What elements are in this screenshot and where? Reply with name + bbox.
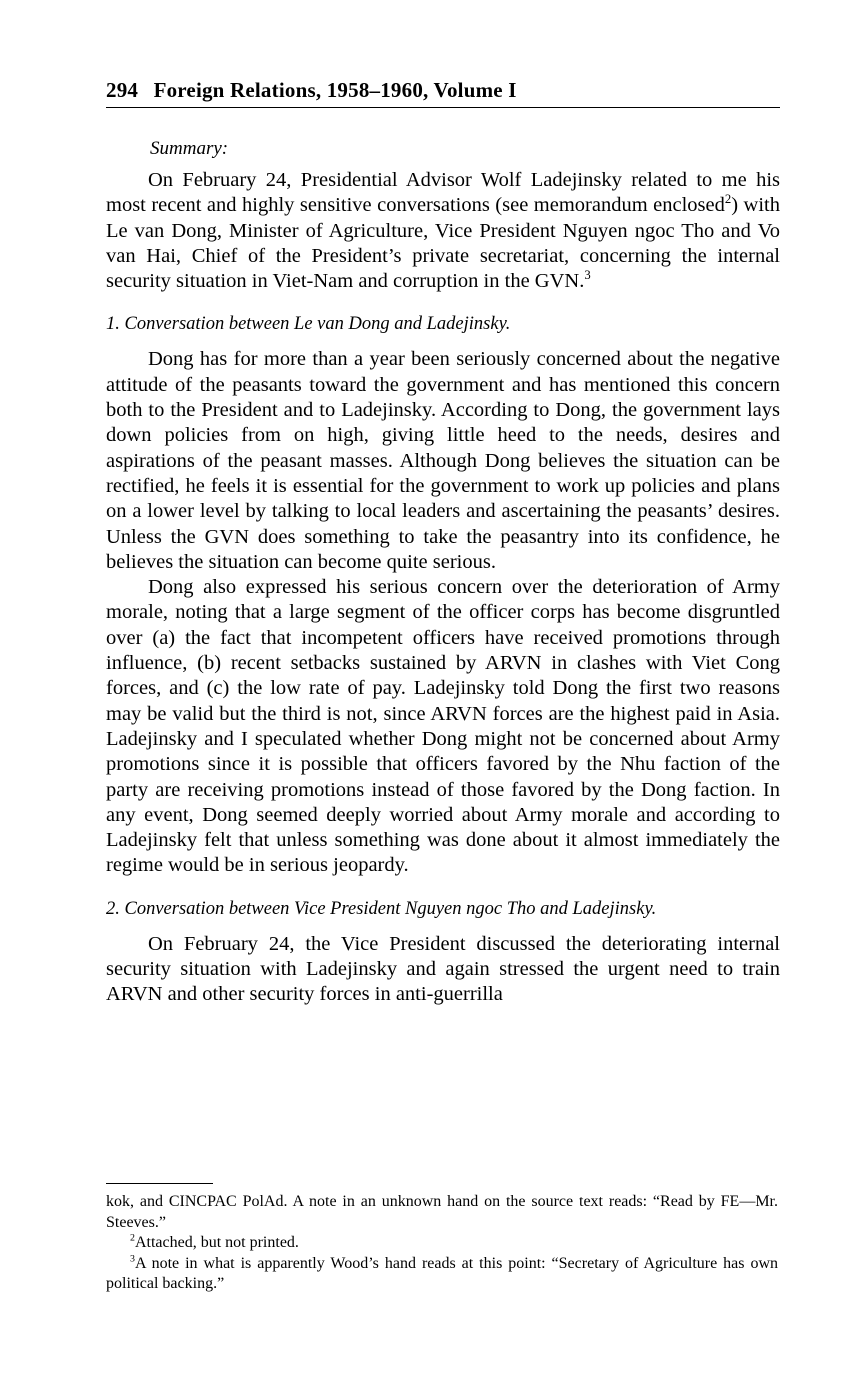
- summary-paragraph: [106, 168, 780, 294]
- page-number: 294: [106, 78, 139, 102]
- summary-text-after: ) with Le van Dong, Minister of Agriculture, Vice President Nguyen ngoc Tho and Vo van Hai, Chief of the President’s private secretariat, concerning the internal security situation in Viet-Nam and corruption in the GVN.: [106, 194, 780, 293]
- footnote-rule: [106, 1183, 213, 1184]
- footnote-ref-3: 3: [584, 268, 591, 283]
- summary-label: Summary:: [150, 138, 229, 159]
- footnote-3-text: A note in what is apparently Wood’s hand reads at this point: “Secretary of Agriculture has own political backing.”: [106, 1254, 778, 1292]
- section2-heading: 2. Conversation between Vice President Nguyen ngoc Tho and Ladejinsky.: [106, 898, 657, 919]
- summary-block: [106, 168, 780, 294]
- footnotes: [106, 1192, 778, 1295]
- footnote-2-number: 2: [130, 1232, 135, 1244]
- section1-paragraph-1: Dong has for more than a year been seriously concerned about the negative attitude of the peasants toward the government and has mentioned this concern both to the President and to Ladejinsky. According to Dong, the government lays down policies from on high, giving little heed to the needs, desires and aspirations of the peasant masses. Although Dong believes the situation can be rectified, he feels it is essential for the government to work up policies and plans on a lower level by talking to local leaders and ascertaining the peasants’ desires. Unless the GVN does something to take the peasantry into its confidence, he believes the situation can become quite serious.: [106, 348, 780, 573]
- footnote-2: [106, 1233, 778, 1254]
- running-header: [106, 78, 780, 108]
- section1-heading: 1. Conversation between Le van Dong and Ladejinsky.: [106, 314, 511, 335]
- section1-paragraph-2: Dong also expressed his serious concern over the deterioration of Army morale, noting that a large segment of the officer corps has become disgruntled over (a) the fact that incompetent officers have received promotions through influence, (b) recent setbacks sustained by ARVN in clashes with Viet Cong forces, and (c) the low rate of pay. Ladejinsky told Dong the first two reasons may be valid but the third is not, since ARVN forces are the highest paid in Asia. Ladejinsky and I speculated whether Dong might not be concerned about Army promotions since it is possible that officers favored by the Nhu faction of the party are receiving promotions instead of those favored by the Dong faction. In any event, Dong seemed deeply worried about Army morale and according to Ladejinsky felt that unless something was done about it almost immediately the regime would be in serious jeopardy.: [106, 576, 780, 877]
- footnote-3: [106, 1254, 778, 1295]
- footnote-ref-2: 2: [724, 192, 732, 207]
- footnote-continued: kok, and CINCPAC PolAd. A note in an unknown hand on the source text reads: “Read by FE—Mr. Steeves.”: [106, 1193, 778, 1231]
- document-page: [106, 78, 780, 1008]
- section2-paragraph-1: On February 24, the Vice President discussed the deteriorating internal security situation with Ladejinsky and again stressed the urgent need to train ARVN and other security forces in anti-guerrilla: [106, 932, 780, 1006]
- running-title: Foreign Relations, 1958–1960, Volume I: [153, 78, 517, 102]
- summary-text-before: On February 24, Presidential Advisor Wolf Ladejinsky related to me his most recent and highly sensitive conversations (see memorandum enclosed: [106, 169, 780, 217]
- section2-body: [106, 932, 780, 1008]
- section1-body: [106, 347, 780, 878]
- footnote-2-text: Attached, but not printed.: [134, 1234, 299, 1251]
- footnote-3-number: 3: [130, 1253, 135, 1265]
